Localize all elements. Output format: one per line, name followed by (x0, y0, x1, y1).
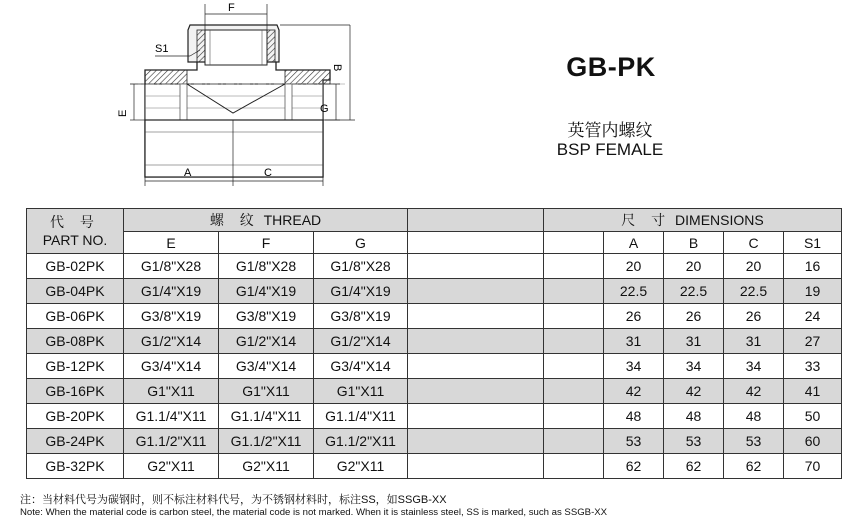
cell-a: 62 (604, 454, 664, 479)
cell-f: G1.1/4"X11 (219, 404, 314, 429)
cell-part: GB-04PK (27, 279, 124, 304)
cell-e: G1/8"X28 (124, 254, 219, 279)
cell-g: G1/4"X19 (314, 279, 408, 304)
label-s1: S1 (155, 43, 169, 55)
cell-b: 48 (664, 404, 724, 429)
cell-part: GB-08PK (27, 329, 124, 354)
cell-s1: 60 (784, 429, 842, 454)
blank-cell (408, 379, 544, 404)
blank-cell (408, 279, 544, 304)
col-header-g: G (314, 232, 408, 254)
blank-cell (408, 429, 544, 454)
cell-a: 53 (604, 429, 664, 454)
label-c: C (264, 167, 272, 179)
thread-header-en: THREAD (263, 212, 322, 228)
cell-s1: 41 (784, 379, 842, 404)
blank-cell (544, 254, 604, 279)
cell-s1: 19 (784, 279, 842, 304)
cell-part: GB-24PK (27, 429, 124, 454)
thread-header (124, 209, 408, 232)
blank-cell (408, 404, 544, 429)
cell-g: G1.1/2"X11 (314, 429, 408, 454)
cell-s1: 24 (784, 304, 842, 329)
col-header-s1: S1 (784, 232, 842, 254)
cell-c: 31 (724, 329, 784, 354)
cell-c: 62 (724, 454, 784, 479)
cell-part: GB-32PK (27, 454, 124, 479)
blank-cell (544, 304, 604, 329)
spec-table (26, 208, 842, 479)
cell-e: G1"X11 (124, 379, 219, 404)
cell-s1: 50 (784, 404, 842, 429)
cell-a: 48 (604, 404, 664, 429)
blank-cell (544, 454, 604, 479)
cell-e: G1.1/4"X11 (124, 404, 219, 429)
note-cn: 注：当材料代号为碳钢时，则不标注材料代号，为不锈钢材料时，标注SS，如SSGB-XX (20, 494, 447, 506)
table-row (27, 454, 842, 479)
cell-b: 42 (664, 379, 724, 404)
product-code: GB-PK (566, 52, 656, 82)
tee-fitting-drawing (100, 0, 360, 195)
thread-header-cn: 螺 纹 (209, 212, 260, 228)
cell-g: G3/8"X19 (314, 304, 408, 329)
blank-cell (544, 429, 604, 454)
table-row (27, 329, 842, 354)
table-row (27, 279, 842, 304)
cell-f: G1/2"X14 (219, 329, 314, 354)
cell-c: 53 (724, 429, 784, 454)
label-b: B (331, 64, 343, 72)
cell-b: 34 (664, 354, 724, 379)
cell-g: G1.1/4"X11 (314, 404, 408, 429)
cell-c: 20 (724, 254, 784, 279)
label-f: F (228, 2, 235, 14)
blank-cell (408, 329, 544, 354)
table-row (27, 304, 842, 329)
part-no-header-en: PART NO. (42, 232, 108, 248)
product-name-en: BSP FEMALE (556, 140, 664, 159)
cell-f: G1/8"X28 (219, 254, 314, 279)
cell-s1: 16 (784, 254, 842, 279)
col-header-c: C (724, 232, 784, 254)
cell-e: G2"X11 (124, 454, 219, 479)
cell-b: 31 (664, 329, 724, 354)
cell-a: 34 (604, 354, 664, 379)
cell-e: G3/8"X19 (124, 304, 219, 329)
col-header-blank-2 (544, 232, 604, 254)
dimensions-header-en: DIMENSIONS (675, 212, 764, 228)
blank-cell (544, 279, 604, 304)
table-row (27, 429, 842, 454)
cell-s1: 27 (784, 329, 842, 354)
blank-header-cell (408, 209, 544, 232)
cell-s1: 70 (784, 454, 842, 479)
cell-part: GB-06PK (27, 304, 124, 329)
cell-a: 31 (604, 329, 664, 354)
cell-e: G1.1/2"X11 (124, 429, 219, 454)
cell-c: 34 (724, 354, 784, 379)
cell-b: 20 (664, 254, 724, 279)
cell-b: 22.5 (664, 279, 724, 304)
label-e: E (117, 109, 129, 117)
col-header-a: A (604, 232, 664, 254)
table-row (27, 404, 842, 429)
cell-b: 53 (664, 429, 724, 454)
cell-a: 26 (604, 304, 664, 329)
blank-cell (408, 304, 544, 329)
cell-f: G1/4"X19 (219, 279, 314, 304)
cell-part: GB-16PK (27, 379, 124, 404)
cell-c: 48 (724, 404, 784, 429)
col-header-f: F (219, 232, 314, 254)
cell-part: GB-02PK (27, 254, 124, 279)
cell-g: G3/4"X14 (314, 354, 408, 379)
blank-cell (544, 379, 604, 404)
cell-g: G2"X11 (314, 454, 408, 479)
cell-g: G1/2"X14 (314, 329, 408, 354)
cell-e: G1/2"X14 (124, 329, 219, 354)
cell-c: 22.5 (724, 279, 784, 304)
note-en: Note: When the material code is carbon steel, the material code is not marked. When it is stainless steel, SS is marked, such as SSGB-XX (20, 507, 608, 518)
table-row (27, 379, 842, 404)
dimensions-header-cn: 尺 寸 (621, 212, 672, 228)
cell-b: 62 (664, 454, 724, 479)
cell-e: G1/4"X19 (124, 279, 219, 304)
label-a: A (184, 167, 192, 179)
cell-f: G1.1/2"X11 (219, 429, 314, 454)
cell-f: G2"X11 (219, 454, 314, 479)
blank-cell (544, 329, 604, 354)
cell-c: 42 (724, 379, 784, 404)
cell-f: G3/8"X19 (219, 304, 314, 329)
cell-g: G1/8"X28 (314, 254, 408, 279)
part-no-header (27, 209, 124, 254)
cell-f: G3/4"X14 (219, 354, 314, 379)
cell-part: GB-20PK (27, 404, 124, 429)
part-no-header-cn: 代 号 (50, 214, 100, 230)
cell-e: G3/4"X14 (124, 354, 219, 379)
cell-b: 26 (664, 304, 724, 329)
table-header-row-2 (27, 232, 842, 254)
blank-cell (408, 254, 544, 279)
col-header-e: E (124, 232, 219, 254)
product-name-cn: 英管内螺纹 (567, 121, 653, 140)
blank-cell (408, 454, 544, 479)
cell-part: GB-12PK (27, 354, 124, 379)
blank-cell (408, 354, 544, 379)
cell-a: 42 (604, 379, 664, 404)
blank-cell (544, 354, 604, 379)
table-row (27, 354, 842, 379)
dimensions-header (544, 209, 842, 232)
cell-f: G1"X11 (219, 379, 314, 404)
cell-c: 26 (724, 304, 784, 329)
cell-a: 20 (604, 254, 664, 279)
blank-cell (544, 404, 604, 429)
col-header-blank (408, 232, 544, 254)
label-g: G (320, 103, 329, 115)
table-row (27, 254, 842, 279)
cell-a: 22.5 (604, 279, 664, 304)
table-header-row-1 (27, 209, 842, 232)
cell-g: G1"X11 (314, 379, 408, 404)
cell-s1: 33 (784, 354, 842, 379)
col-header-b: B (664, 232, 724, 254)
